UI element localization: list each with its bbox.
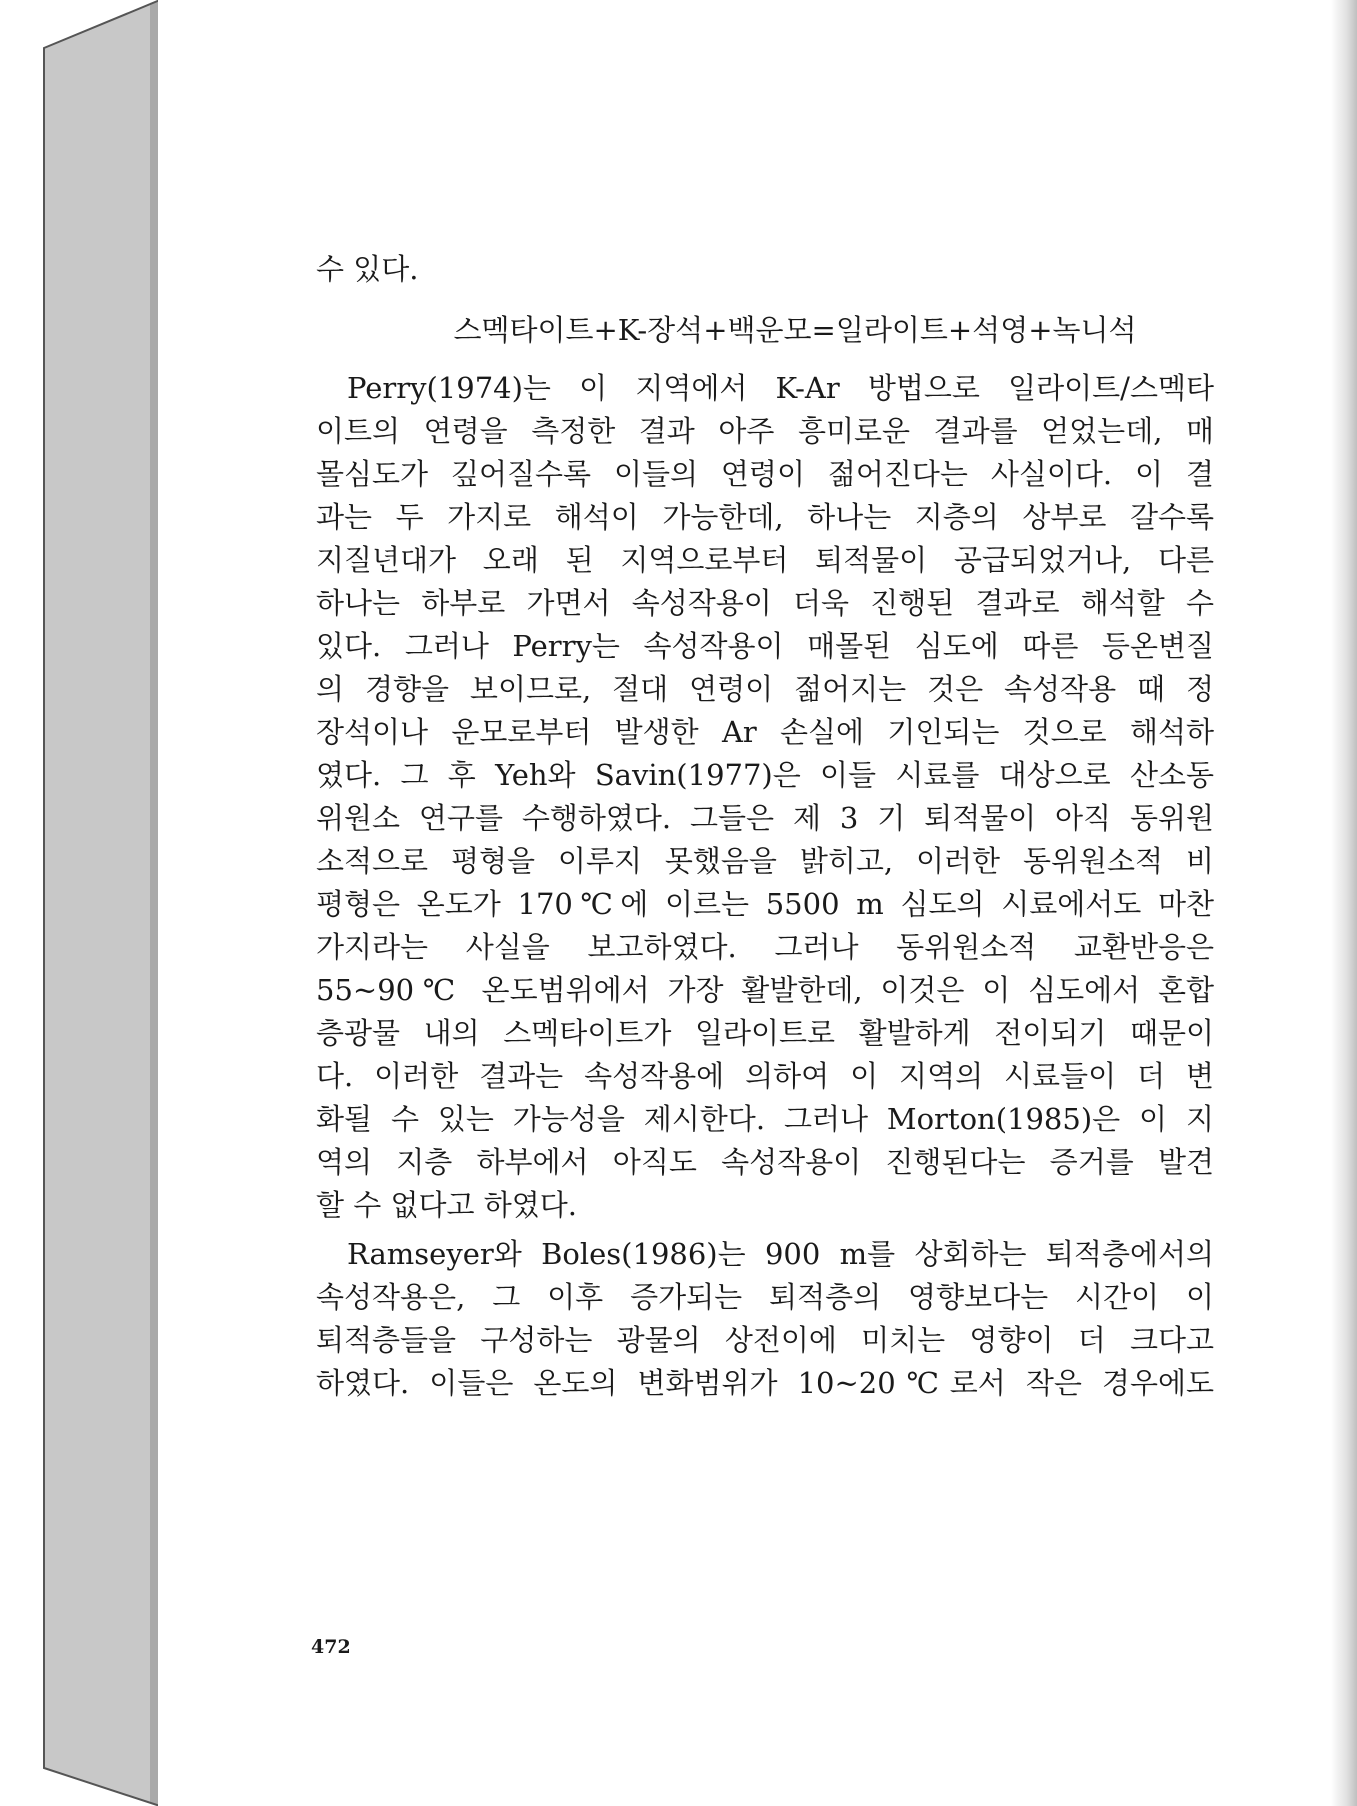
reaction-equation: 스멕타이트+K-장석+백운모=일라이트+석영+녹니석 xyxy=(453,313,1137,347)
text-line: 있다. 그러나 Perry는 속성작용이 매몰된 심도에 따른 등온변질 xyxy=(316,629,1214,663)
text-line: 의 경향을 보이므로, 절대 연령이 젊어지는 것은 속성작용 때 정 xyxy=(316,672,1214,706)
text-line: 55~90℃ 온도범위에서 가장 활발한데, 이것은 이 심도에서 혼합 xyxy=(316,973,1214,1007)
text-line: 하였다. 이들은 온도의 변화범위가 10~20℃로서 작은 경우에도 xyxy=(316,1366,1214,1400)
text-line: 수 있다. xyxy=(316,252,419,286)
text-line: 하나는 하부로 가면서 속성작용이 더욱 진행된 결과로 해석할 수 xyxy=(316,586,1214,620)
text-line: 역의 지층 하부에서 아직도 속성작용이 진행된다는 증거를 발견 xyxy=(316,1145,1214,1179)
text-line: 장석이나 운모로부터 발생한 Ar 손실에 기인되는 것으로 해석하 xyxy=(316,715,1214,749)
text-line: 화될 수 있는 가능성을 제시한다. 그러나 Morton(1985)은 이 지 xyxy=(316,1102,1214,1136)
text-line: 과는 두 가지로 해석이 가능한데, 하나는 지층의 상부로 갈수록 xyxy=(316,500,1214,534)
text-line: 지질년대가 오래 된 지역으로부터 퇴적물이 공급되었거나, 다른 xyxy=(316,543,1214,577)
body-text xyxy=(316,248,1214,1405)
text-line: 층광물 내의 스멕타이트가 일라이트로 활발하게 전이되기 때문이 xyxy=(316,1016,1214,1050)
text-line: 였다. 그 후 Yeh와 Savin(1977)은 이들 시료를 대상으로 산소동 xyxy=(316,758,1214,792)
text-line: 소적으로 평형을 이루지 못했음을 밝히고, 이러한 동위원소적 비 xyxy=(316,844,1214,878)
text-line: 속성작용은, 그 이후 증가되는 퇴적층의 영향보다는 시간이 이 xyxy=(316,1280,1214,1314)
text-line: 가지라는 사실을 보고하였다. 그러나 동위원소적 교환반응은 xyxy=(316,930,1214,964)
text-line: 평형은 온도가 170℃에 이르는 5500 m 심도의 시료에서도 마찬 xyxy=(316,887,1214,921)
paragraph-start: Ramseyer와 Boles(1986)는 900 m를 상회하는 퇴적층에서의 xyxy=(347,1237,1214,1271)
text-line: 이트의 연령을 측정한 결과 아주 흥미로운 결과를 얻었는데, 매 xyxy=(316,414,1214,448)
text-line: 위원소 연구를 수행하였다. 그들은 제 3 기 퇴적물이 아직 동위원 xyxy=(316,801,1214,835)
book-spine-edge xyxy=(0,0,170,1806)
page-right-shadow xyxy=(1331,0,1357,1806)
text-line: 몰심도가 깊어질수록 이들의 연령이 젊어진다는 사실이다. 이 결 xyxy=(316,457,1214,491)
paragraph-start: Perry(1974)는 이 지역에서 K-Ar 방법으로 일라이트/스멕타 xyxy=(347,371,1214,405)
text-line: 다. 이러한 결과는 속성작용에 의하여 이 지역의 시료들이 더 변 xyxy=(316,1059,1214,1093)
text-line: 할 수 없다고 하였다. xyxy=(316,1188,577,1222)
page-number: 472 xyxy=(311,1636,351,1658)
text-line: 퇴적층들을 구성하는 광물의 상전이에 미치는 영향이 더 크다고 xyxy=(316,1323,1214,1357)
